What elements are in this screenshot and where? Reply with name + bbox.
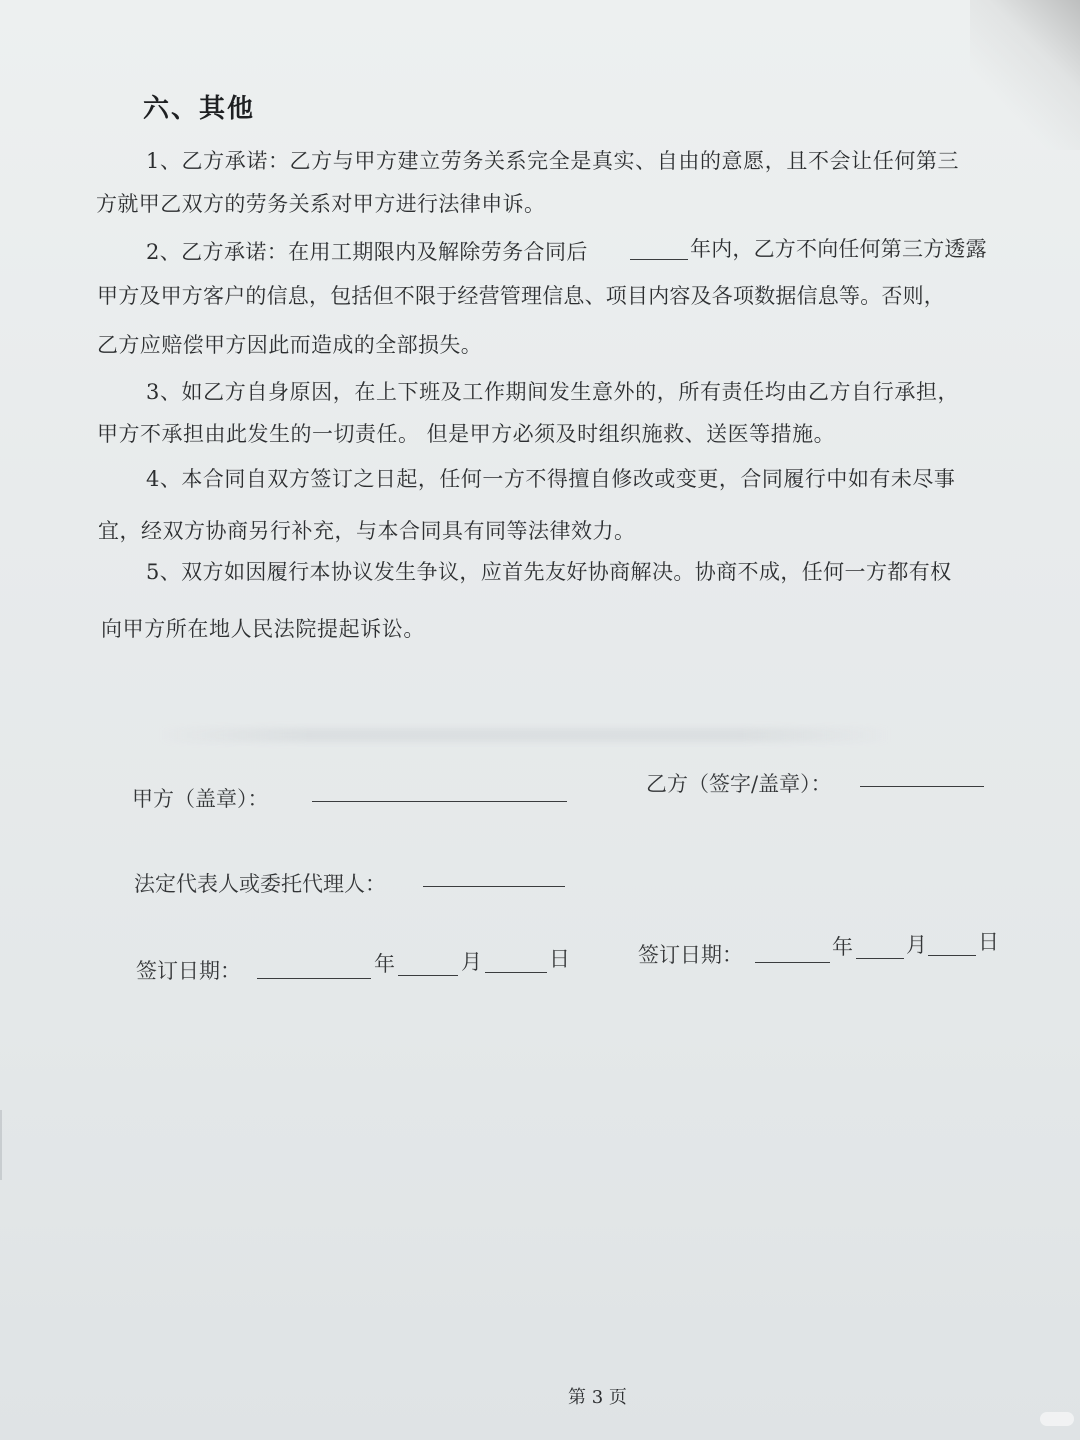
clause-3-line-1: 3、如乙方自身原因，在上下班及工作期间发生意外的，所有责任均由乙方自行承担， xyxy=(146,380,960,404)
party-b-year-label: 年 xyxy=(832,935,853,959)
watermark-logo xyxy=(1040,1412,1074,1426)
years-blank-line xyxy=(630,259,688,260)
party-b-day-label: 日 xyxy=(978,930,999,954)
party-a-label: 甲方（盖章）： xyxy=(132,787,269,811)
party-b-signature-line xyxy=(860,786,984,787)
clause-3-line-2: 甲方不承担由此发生的一切责任。 但是甲方必须及时组织施救、送医等措施。 xyxy=(97,422,836,446)
party-a-day-blank xyxy=(485,972,547,973)
representative-signature-line xyxy=(423,886,565,887)
clause-2-line-1a: 2、乙方承诺：在用工期限内及解除劳务合同后 xyxy=(146,240,588,264)
party-a-year-blank xyxy=(257,978,371,979)
party-b-date-label: 签订日期： xyxy=(638,943,743,967)
party-b-year-blank xyxy=(755,962,830,963)
clause-4-line-1: 4、本合同自双方签订之日起，任何一方不得擅自修改或变更，合同履行中如有未尽事 xyxy=(146,467,956,491)
clause-1-line-2: 方就甲乙双方的劳务关系对甲方进行法律申诉。 xyxy=(96,192,546,216)
clause-5-line-2: 向甲方所在地人民法院提起诉讼。 xyxy=(101,617,425,641)
party-a-signature-line xyxy=(312,801,567,802)
clause-5-line-1: 5、双方如因履行本协议发生争议，应首先友好协商解决。协商不成，任何一方都有权 xyxy=(146,560,952,584)
clause-2-line-2: 甲方及甲方客户的信息，包括但不限于经营管理信息、项目内容及各项数据信息等。否则， xyxy=(97,284,945,308)
clause-4-line-2: 宜，经双方协商另行补充，与本合同具有同等法律效力。 xyxy=(98,519,636,543)
clause-2-line-1b: 年内，乙方不向任何第三方透露 xyxy=(690,237,987,261)
party-a-year-label: 年 xyxy=(374,952,395,976)
party-a-date-label: 签订日期： xyxy=(136,959,241,983)
section-heading: 六、其他 xyxy=(143,94,256,124)
clause-1-line-1: 1、乙方承诺：乙方与甲方建立劳务关系完全是真实、自由的意愿，且不会让任何第三 xyxy=(146,149,960,173)
page-number: 第 3 页 xyxy=(568,1387,627,1408)
show-through-text xyxy=(160,728,890,742)
clause-2-line-3: 乙方应赔偿甲方因此而造成的全部损失。 xyxy=(97,333,483,357)
party-a-month-label: 月 xyxy=(461,950,482,974)
representative-label: 法定代表人或委托代理人： xyxy=(134,872,386,896)
page-edge-shadow xyxy=(970,0,1080,150)
party-b-month-label: 月 xyxy=(906,933,927,957)
party-b-label: 乙方（签字/盖章）： xyxy=(646,772,832,796)
page-edge-mark xyxy=(0,1110,10,1180)
party-a-month-blank xyxy=(398,975,458,976)
party-b-month-blank xyxy=(856,958,904,959)
party-a-day-label: 日 xyxy=(549,947,570,971)
party-b-day-blank xyxy=(928,955,976,956)
